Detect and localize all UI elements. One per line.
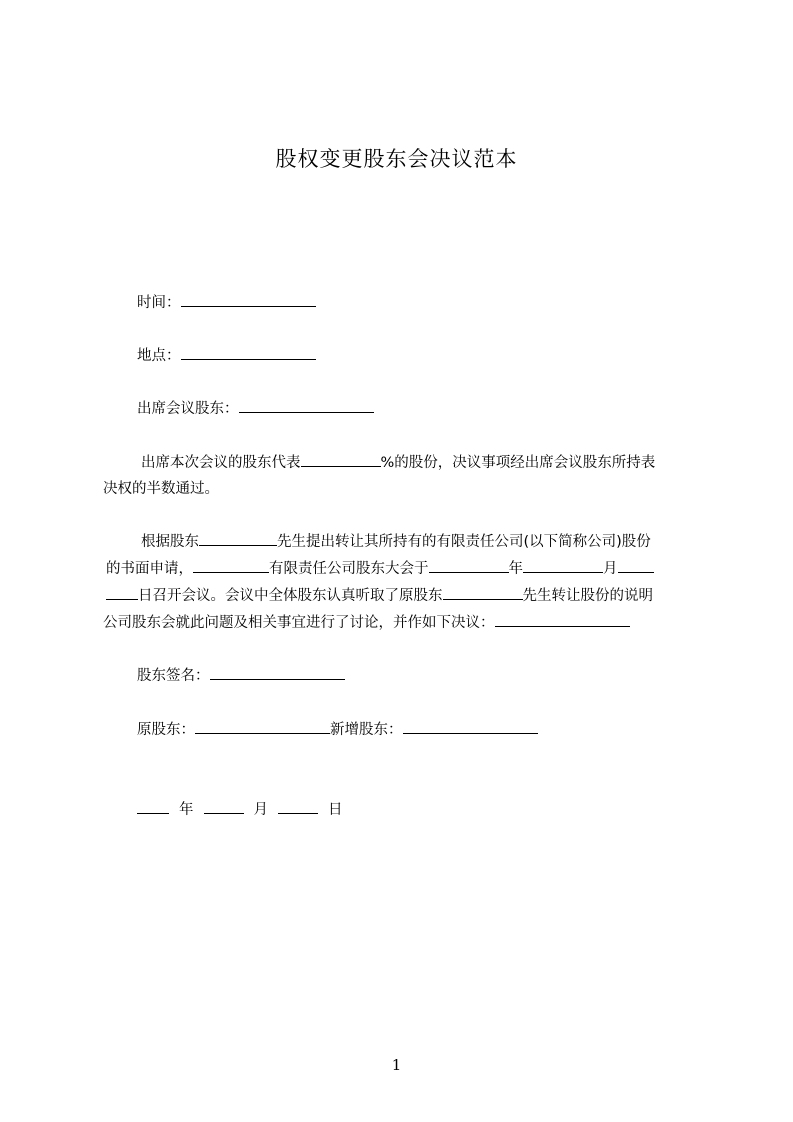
shareholder-sign-blank[interactable] (210, 665, 345, 680)
attendees-label: 出席会议股东： (137, 401, 239, 417)
para2-line1 (141, 531, 651, 552)
meeting-month-blank[interactable] (523, 558, 603, 573)
shareholder-sign-label: 股东签名： (137, 668, 210, 684)
para2-line2 (106, 558, 654, 579)
meeting-day-blank-b[interactable] (106, 585, 138, 600)
meeting-day-blank-a[interactable] (618, 558, 654, 573)
day-blank[interactable] (278, 799, 318, 814)
shareholder-name-blank[interactable] (199, 531, 277, 546)
company-name-blank[interactable] (193, 558, 269, 573)
para2-line3 (106, 585, 653, 606)
para2-line4 (103, 612, 630, 633)
para2-text-2d: 月 (603, 561, 618, 577)
place-blank[interactable] (181, 345, 316, 360)
shareholder-sign-line (137, 665, 345, 686)
day-label: 日 (328, 802, 343, 818)
new-shareholder-label: 新增股东： (330, 722, 403, 738)
share-percent-blank[interactable] (301, 452, 381, 467)
time-blank[interactable] (181, 292, 316, 307)
month-label: 月 (253, 802, 268, 818)
original-shareholder-sign-blank[interactable] (195, 719, 330, 734)
page-number: 1 (391, 1056, 402, 1074)
para2-text-4a: 公司股东会就此问题及相关事宜进行了讨论，并作如下决议： (103, 615, 495, 631)
attendees-line (137, 398, 374, 419)
place-line (137, 345, 316, 366)
para2-text-1b: 先生提出转让其所持有的有限责任公司(以下简称公司)股份 (277, 534, 651, 550)
date-line (137, 799, 343, 820)
attendees-blank[interactable] (239, 398, 374, 413)
time-label: 时间： (137, 295, 181, 311)
para1-text-b: %的股份，决议事项经出席会议股东所持表 (380, 455, 656, 471)
para1-text-a: 出席本次会议的股东代表 (141, 455, 301, 471)
place-label: 地点： (137, 348, 181, 364)
time-line (137, 292, 316, 313)
month-blank[interactable] (204, 799, 244, 814)
year-label: 年 (179, 802, 194, 818)
resolution-blank[interactable] (495, 612, 630, 627)
meeting-year-blank[interactable] (429, 558, 509, 573)
new-shareholder-sign-blank[interactable] (403, 719, 538, 734)
year-blank[interactable] (137, 799, 169, 814)
para2-text-2c: 年 (508, 561, 523, 577)
para2-text-3b: 先生转让股份的说明 (522, 588, 653, 604)
para1-line2 (103, 479, 219, 499)
para2-text-3a: 日召开会议。会议中全体股东认真听取了原股东 (138, 588, 443, 604)
para2-text-1a: 根据股东 (141, 534, 199, 550)
original-shareholder-label: 原股东： (137, 722, 195, 738)
original-shareholder-blank[interactable] (443, 585, 523, 600)
para2-text-2b: 有限责任公司股东大会于 (269, 561, 429, 577)
para1-line1 (141, 452, 655, 473)
para2-text-2a: 的书面申请， (106, 561, 193, 577)
original-new-shareholder-line (137, 719, 538, 740)
document-title: 股权变更股东会决议范本 (275, 147, 518, 171)
para1-text-c: 决权的半数通过。 (103, 481, 219, 497)
